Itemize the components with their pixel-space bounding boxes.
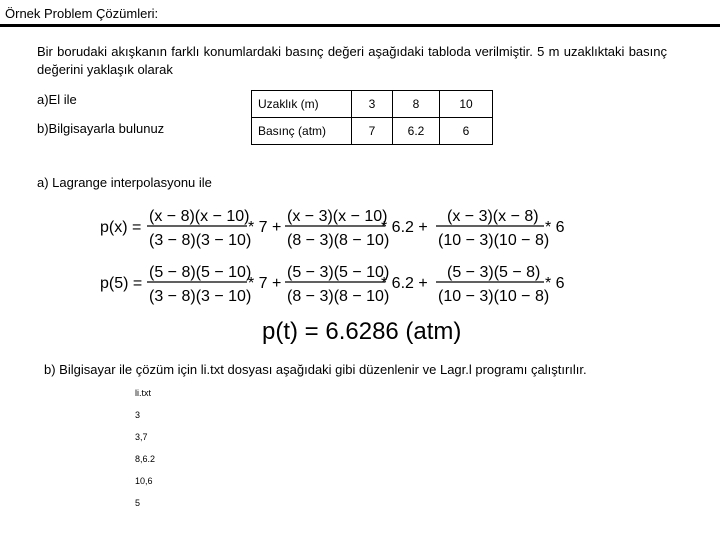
file-line: 3 <box>135 410 141 420</box>
file-line: 8,6.2 <box>135 454 156 464</box>
lagrange-formulas <box>95 200 575 308</box>
table-row <box>252 91 493 118</box>
title-divider <box>0 24 720 27</box>
lagrange-heading: a) Lagrange interpolasyonu ile <box>37 175 212 190</box>
table-cell: 6.2 <box>393 118 440 145</box>
formula-denominator: (10 − 3)(10 − 8) <box>438 288 550 305</box>
result-value: p(t) = 6.6286 (atm) <box>262 318 462 345</box>
formula-denominator: (3 − 8)(3 − 10) <box>149 232 252 249</box>
table-cell: 3 <box>352 91 393 118</box>
file-line: li.txt <box>135 388 152 398</box>
file-line: 10,6 <box>135 476 153 486</box>
formula-denominator: (3 − 8)(3 − 10) <box>149 288 252 305</box>
table-cell: 10 <box>440 91 493 118</box>
problem-statement: Bir borudaki akışkanın farklı konumlardaki basınç değeri aşağıdaki tabloda verilmiştir. 5 m uzaklıktaki basınç değerini yaklaşık olarak <box>37 44 667 77</box>
data-table <box>251 90 493 145</box>
formula-numerator: (x − 3)(x − 8) <box>447 208 539 225</box>
formula-factor: * 7 + <box>248 219 282 236</box>
formula-factor: * 6.2 + <box>381 275 428 292</box>
row-label-pressure: Basınç (atm) <box>252 118 352 145</box>
formula-numerator: (5 − 8)(5 − 10) <box>149 264 252 281</box>
table-cell: 7 <box>352 118 393 145</box>
formula-numerator: (5 − 3)(5 − 10) <box>287 264 390 281</box>
file-line: 3,7 <box>135 432 148 442</box>
formula-numerator: (x − 8)(x − 10) <box>149 208 250 225</box>
table-cell: 8 <box>393 91 440 118</box>
formula-denominator: (8 − 3)(8 − 10) <box>287 288 390 305</box>
part-b-question: b)Bilgisayarla bulunuz <box>37 121 165 136</box>
table-cell: 6 <box>440 118 493 145</box>
formula-factor: * 6 <box>545 275 565 292</box>
row-label-distance: Uzaklık (m) <box>252 91 352 118</box>
part-a-question: a)El ile <box>37 92 77 107</box>
page-title: Örnek Problem Çözümleri: <box>5 6 159 21</box>
file-line: 5 <box>135 498 141 508</box>
formula-numerator: (5 − 3)(5 − 8) <box>447 264 541 281</box>
formula-factor: * 6.2 + <box>381 219 428 236</box>
px-label: p(x) = <box>100 219 142 236</box>
formula-factor: * 7 + <box>248 275 282 292</box>
formula-factor: * 6 <box>545 219 565 236</box>
part-b-solution: b) Bilgisayar ile çözüm için li.txt dosyası aşağıdaki gibi düzenlenir ve Lagr.l programı çalıştırılır. <box>44 362 587 377</box>
p5-label: p(5) = <box>100 275 143 292</box>
formula-numerator: (x − 3)(x − 10) <box>287 208 388 225</box>
formula-denominator: (8 − 3)(8 − 10) <box>287 232 390 249</box>
table-row <box>252 118 493 145</box>
formula-denominator: (10 − 3)(10 − 8) <box>438 232 550 249</box>
